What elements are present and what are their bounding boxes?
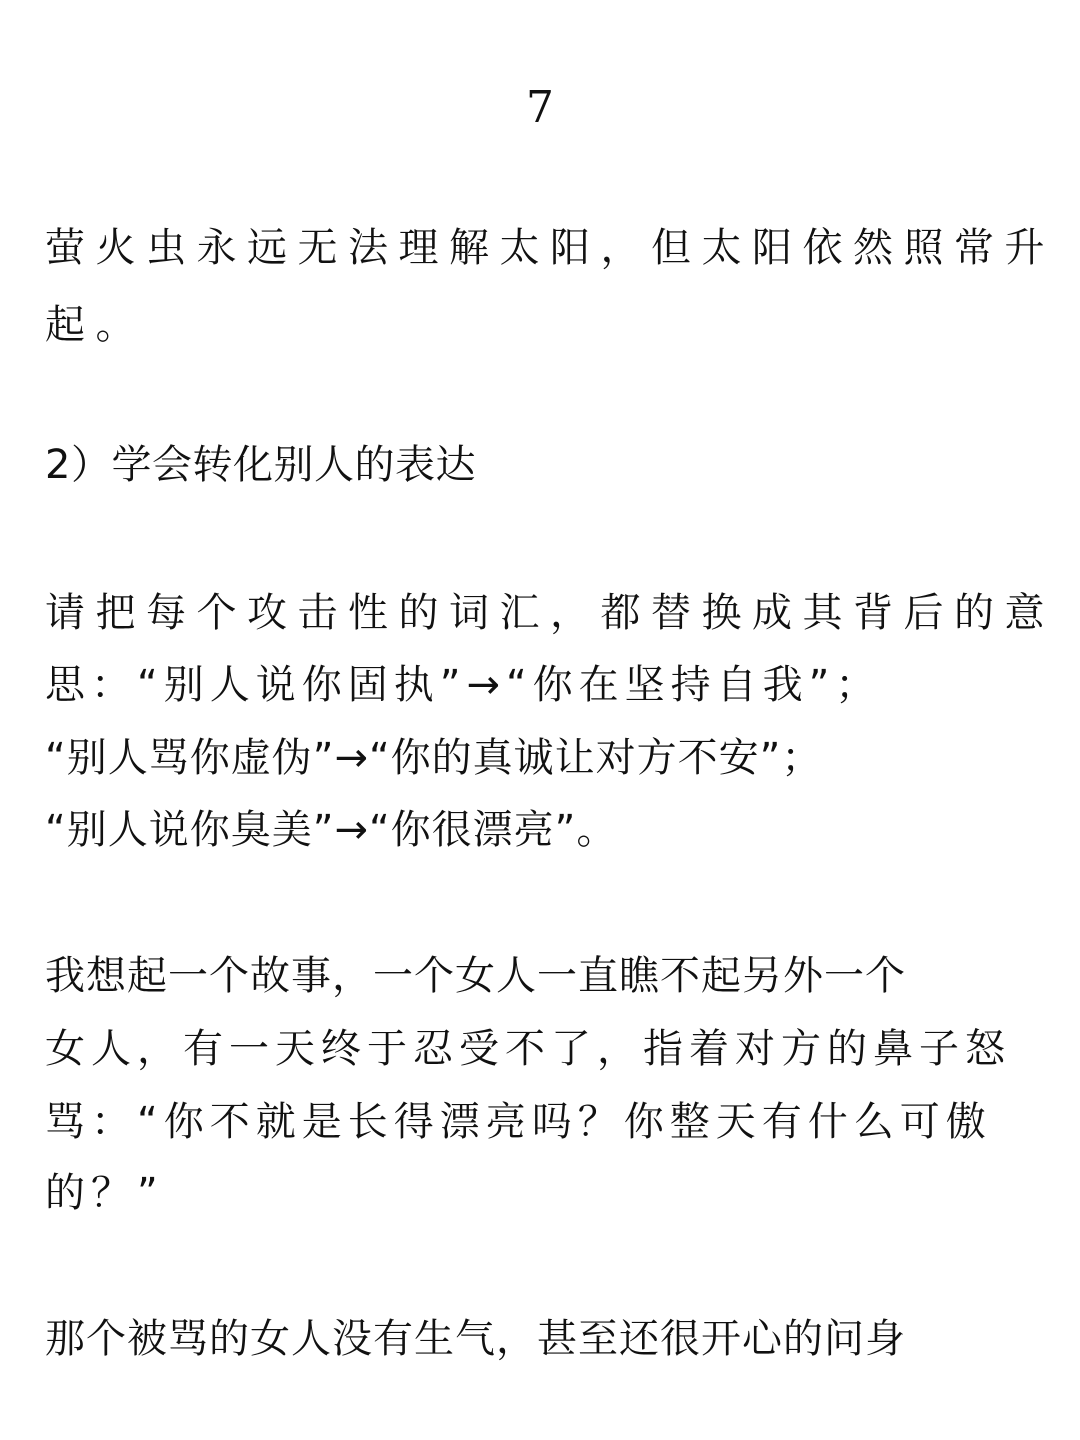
paragraph-line: 骂：“你不就是长得漂亮吗？你整天有什么可傲 (45, 1099, 992, 1145)
paragraph-line: 请把每个攻击性的词汇，都替换成其背后的意 (45, 590, 1055, 636)
paragraph-line: 起。 (45, 302, 146, 348)
paragraph-line: 我想起一个故事，一个女人一直瞧不起另外一个 (45, 953, 906, 999)
paragraph-line: 的？” (45, 1170, 164, 1216)
paragraph-line: “别人骂你虚伪”→“你的真诚让对方不安”； (45, 735, 823, 781)
page-number: 7 (526, 82, 554, 133)
paragraph-line: “别人说你臭美”→“你很漂亮”。 (45, 807, 618, 853)
paragraph-line: 萤火虫永远无法理解太阳，但太阳依然照常升 (45, 225, 1055, 271)
paragraph-line: 那个被骂的女人没有生气，甚至还很开心的问身 (45, 1316, 906, 1362)
paragraph-line: 思：“别人说你固执”→“你在坚持自我”； (45, 662, 882, 708)
section-heading: 2）学会转化别人的表达 (45, 442, 476, 488)
paragraph-line: 女人，有一天终于忍受不了，指着对方的鼻子怒 (45, 1026, 1011, 1072)
